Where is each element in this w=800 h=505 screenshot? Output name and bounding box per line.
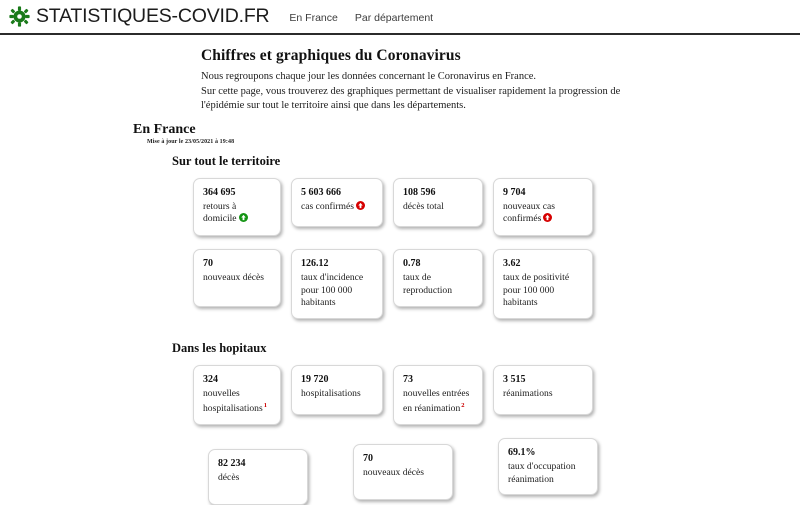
arrow-up-circle-red-icon: [543, 213, 552, 227]
stat-value: 108 596: [403, 186, 436, 198]
stat-label-text: décès total: [403, 200, 444, 212]
intro-block: [201, 35, 800, 114]
stat-card-row-hospitals-1: [193, 365, 800, 425]
nav-link-en-france[interactable]: En France: [289, 11, 338, 24]
footnote-marker[interactable]: 2: [461, 402, 465, 410]
main-navigation: [289, 10, 433, 24]
stat-label: [301, 388, 373, 401]
stat-value: 3 515: [503, 373, 526, 385]
page-content: [0, 35, 800, 505]
stat-label: taux d'occupation réanimation: [508, 461, 576, 485]
stat-card[interactable]: [193, 178, 281, 236]
stat-value: 82 234: [218, 458, 246, 470]
stat-label-text: réanimations: [503, 387, 553, 399]
stat-label: [301, 201, 373, 215]
stat-label: taux de positivité pour 100 000 habitants: [503, 271, 570, 309]
stat-label-text: nouvelles hospitalisations: [203, 387, 263, 415]
stat-label-text: cas confirmés: [301, 200, 355, 212]
stat-value: 69.1%: [508, 447, 536, 459]
stat-label: [203, 201, 271, 227]
stat-card[interactable]: [498, 438, 598, 495]
stat-value: 19 720: [301, 373, 329, 385]
section-title-hospitals: Dans les hopitaux: [172, 340, 267, 355]
stat-card[interactable]: [193, 249, 281, 307]
site-logo-link[interactable]: [9, 5, 269, 28]
stat-card-row-territory-2: [193, 249, 800, 319]
stat-card[interactable]: [291, 249, 383, 319]
intro-line-1: Nous regroupons chaque jour les données concernant le Coronavirus en France.: [201, 71, 537, 82]
virus-gear-icon: [9, 6, 30, 27]
stat-card[interactable]: [353, 444, 453, 500]
stat-value: 5 603 666: [301, 186, 341, 198]
stat-label-text: retours à domicile: [203, 200, 237, 225]
stat-card[interactable]: [393, 365, 483, 425]
arrow-up-circle-red-icon: [356, 201, 365, 215]
arrow-up-circle-green-icon: [239, 213, 248, 227]
stat-value: 126.12: [301, 257, 329, 269]
stat-label: nouveaux décès: [203, 271, 265, 283]
nav-link-par-departement[interactable]: Par département: [354, 11, 434, 24]
stat-card[interactable]: [291, 365, 383, 415]
last-updated-text: Mise à jour le 23/05/2021 à 19:48: [147, 138, 235, 145]
stat-label: nouveaux décès: [363, 467, 425, 479]
stat-card-row-territory-1: [193, 178, 800, 236]
stat-label-text: nouvelles entrées en réanimation: [403, 387, 470, 415]
intro-line-2: Sur cette page, vous trouverez des graphiques permettant de visualiser rapidement la progression de: [201, 85, 621, 97]
stat-card[interactable]: [493, 178, 593, 236]
stat-card[interactable]: [393, 178, 483, 227]
stat-label: taux de reproduction: [403, 271, 453, 296]
site-brand-text: STATISTIQUES-COVID.FR: [36, 5, 270, 27]
stat-label: décès: [218, 472, 240, 484]
stat-label: [403, 388, 473, 416]
stat-card[interactable]: [393, 249, 483, 307]
stat-value: 364 695: [203, 186, 236, 198]
section-title-territory: Sur tout le territoire: [172, 153, 281, 168]
stat-value: 324: [203, 373, 218, 385]
stat-card-row-hospitals-2: [208, 438, 800, 505]
stat-value: 0.78: [403, 257, 421, 269]
stat-card[interactable]: [208, 449, 308, 505]
stat-value: 73: [403, 373, 413, 385]
page-title: Chiffres et graphiques du Coronavirus: [201, 47, 461, 64]
stat-card[interactable]: [291, 178, 383, 227]
stat-label: taux d'incidence pour 100 000 habitants: [301, 271, 364, 309]
stat-label: [203, 388, 271, 416]
stat-label: [403, 201, 473, 214]
stat-value: 3.62: [503, 257, 521, 269]
region-title: En France: [133, 121, 196, 137]
stat-label-text: nouveaux cas confirmés: [503, 200, 555, 225]
stat-value: 70: [363, 453, 373, 465]
stat-value: 9 704: [503, 186, 526, 198]
intro-line-3: l'épidémie sur tout le territoire ainsi que dans les départements.: [201, 100, 466, 112]
stat-label: [503, 388, 583, 401]
stat-label-text: hospitalisations: [301, 387, 361, 399]
stat-card[interactable]: [193, 365, 281, 425]
stat-card[interactable]: [493, 365, 593, 415]
footnote-marker[interactable]: 1: [263, 402, 267, 410]
stat-value: 70: [203, 257, 213, 269]
site-header: [0, 0, 800, 35]
stat-label: [503, 201, 583, 227]
stat-card[interactable]: [493, 249, 593, 319]
